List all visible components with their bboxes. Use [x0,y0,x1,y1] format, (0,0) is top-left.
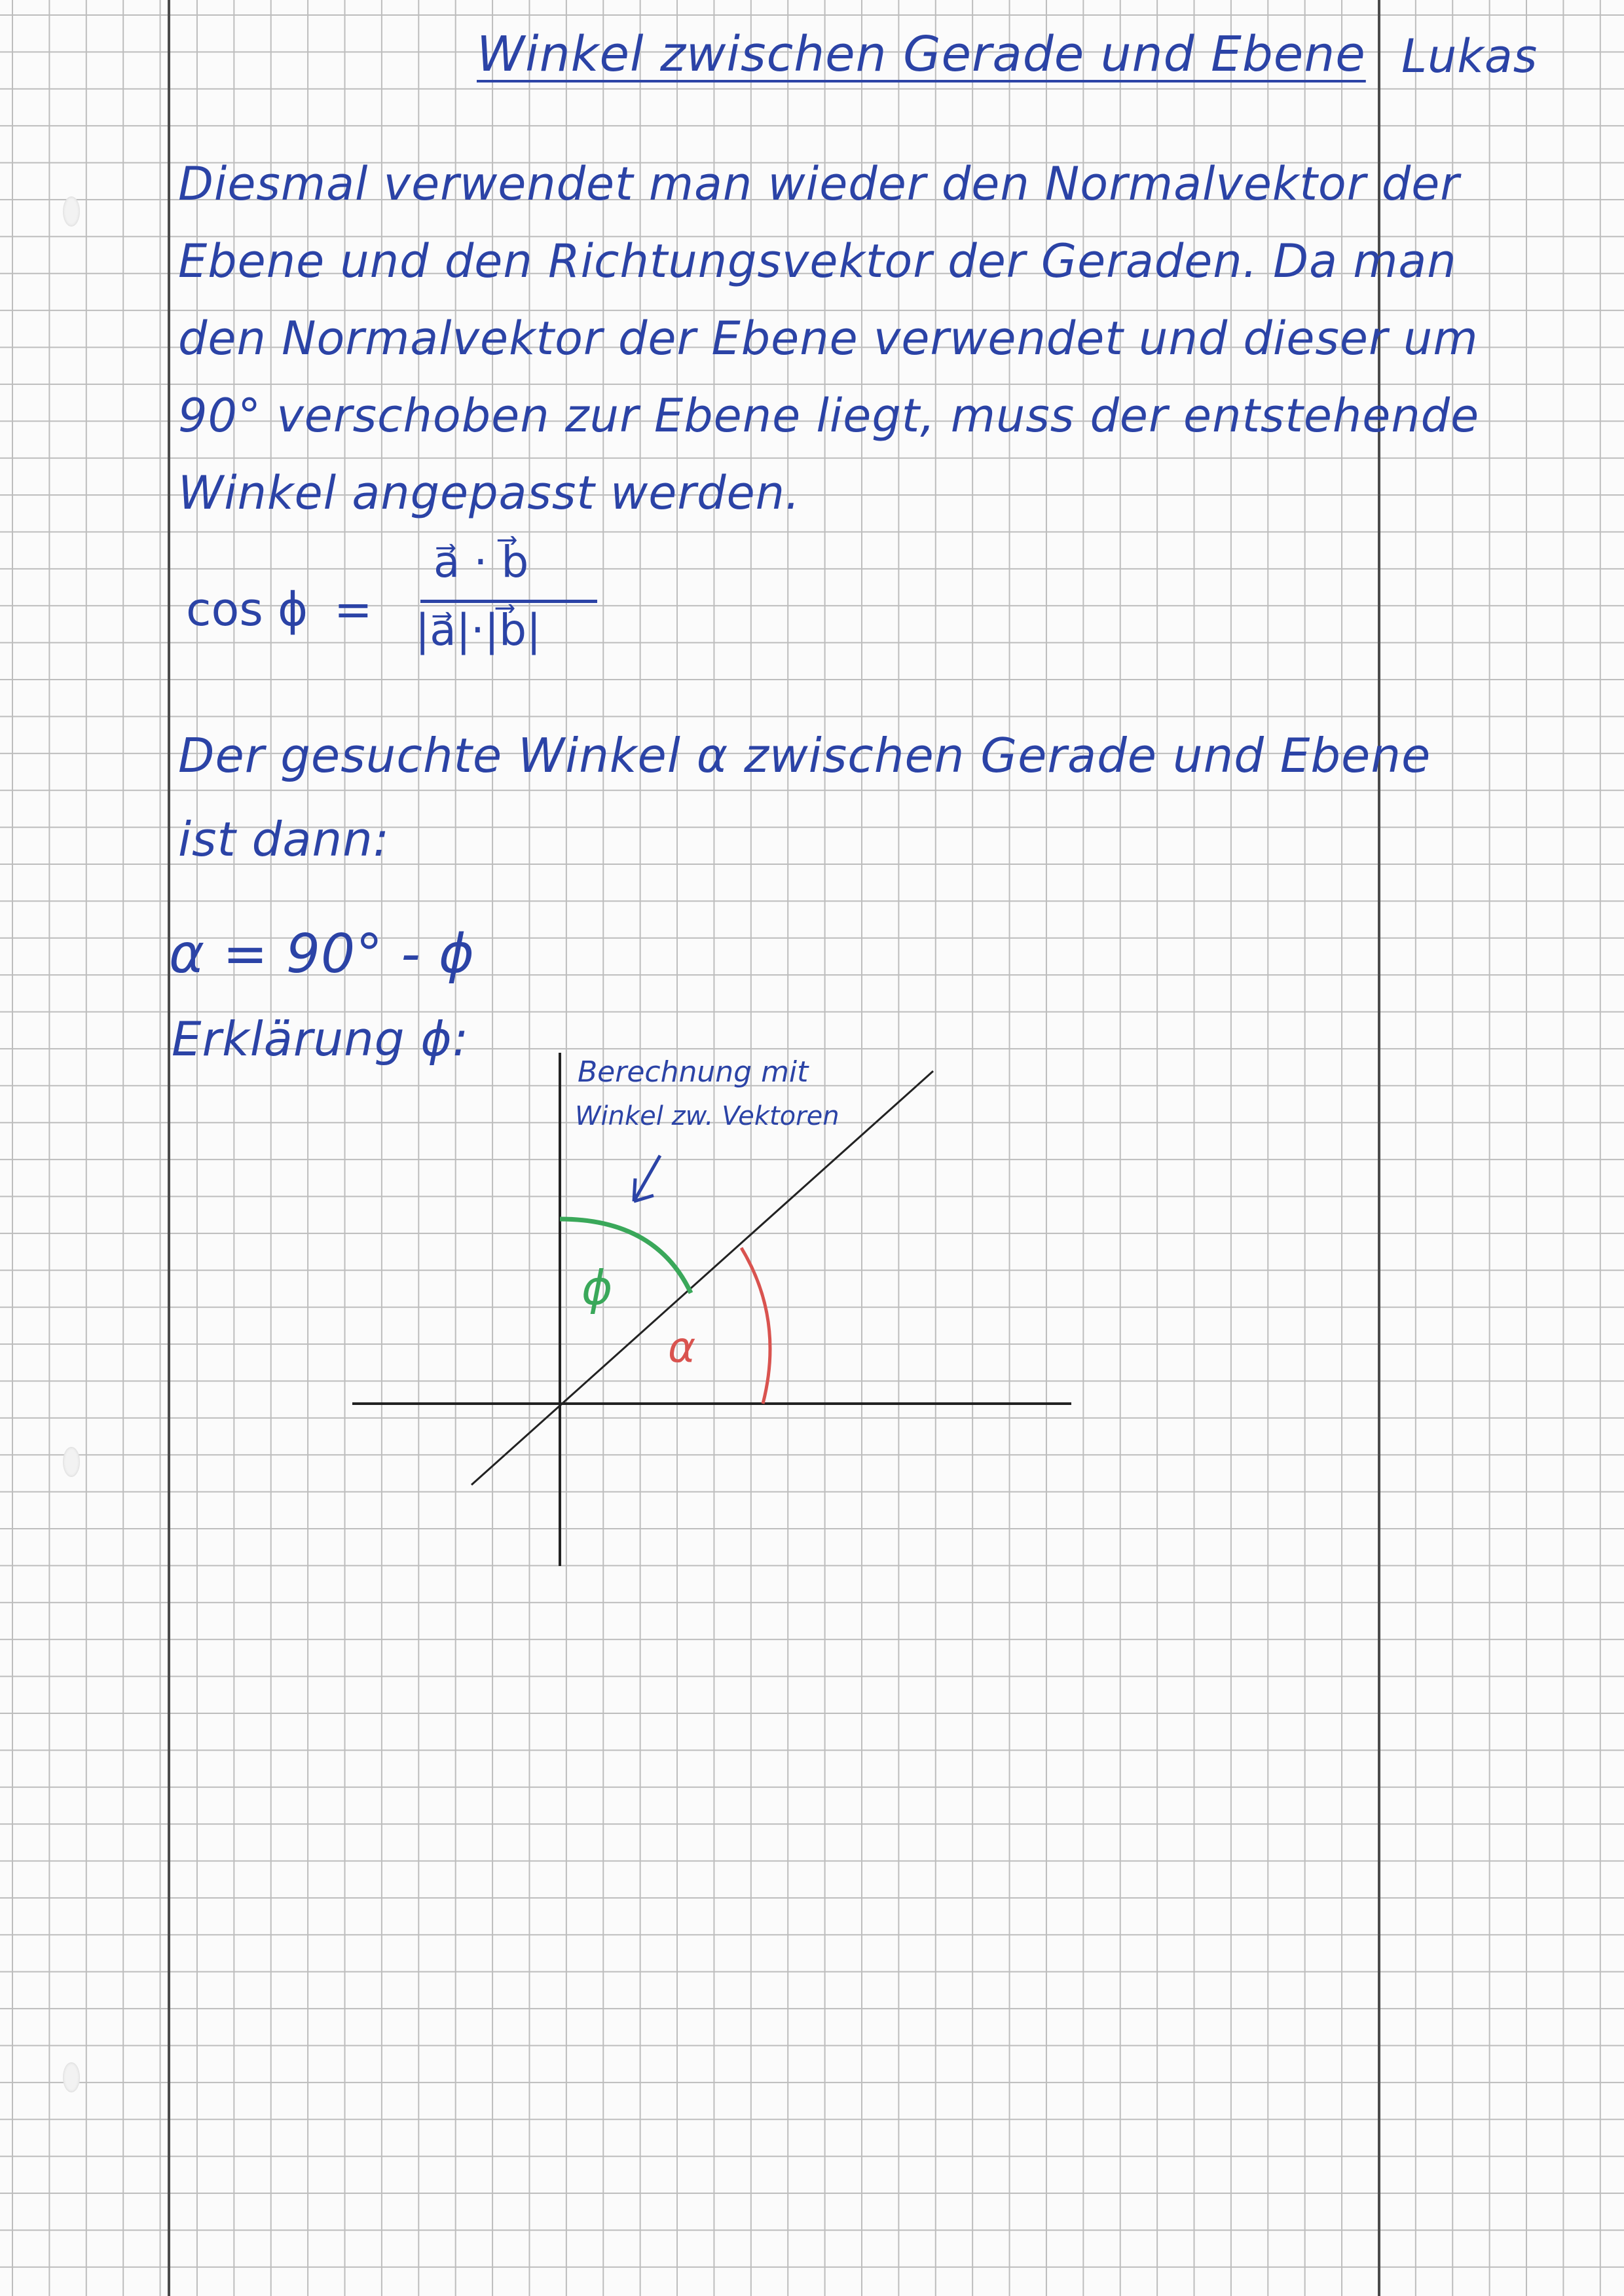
explanation-label: Erklärung ϕ: [172,1011,470,1066]
formula-numerator: a⃗ · b⃗ [434,537,529,587]
formula-denominator: |a⃗|·|b⃗| [415,605,542,655]
line-gerade [471,1071,933,1485]
author-name: Lukas [1401,29,1538,83]
sentence-line-1: Der gesuchte Winkel α zwischen Gerade und Ebene [178,728,1431,783]
paragraph-line: Diesmal verwendet man wieder den Normalvektor der [178,157,1460,211]
paragraph-line: 90° verschoben zur Ebene liegt, muss der entstehende [178,389,1480,443]
paragraph-line: Ebene und den Richtungsvektor der Geraden. Da man [178,234,1457,288]
annotation-line-2: Winkel zw. Vektoren [575,1101,840,1131]
annotation-arrow-icon [634,1156,660,1201]
page-title: Winkel zwischen Gerade und Ebene [477,26,1366,82]
formula-equals: = [334,583,373,636]
result-formula: α = 90° - ϕ [169,923,475,985]
sentence-line-2: ist dann: [178,812,390,867]
alpha-arc [741,1248,770,1404]
formula-lhs: cos ϕ [186,583,308,636]
phi-label: ϕ [581,1260,613,1315]
annotation-line-1: Berechnung mit [578,1055,809,1089]
paragraph-line: den Normalvektor der Ebene verwendet und dieser um [178,312,1479,365]
paragraph-line: Winkel angepasst werden. [178,466,801,520]
phi-arc [560,1219,691,1293]
alpha-label: α [668,1324,696,1372]
